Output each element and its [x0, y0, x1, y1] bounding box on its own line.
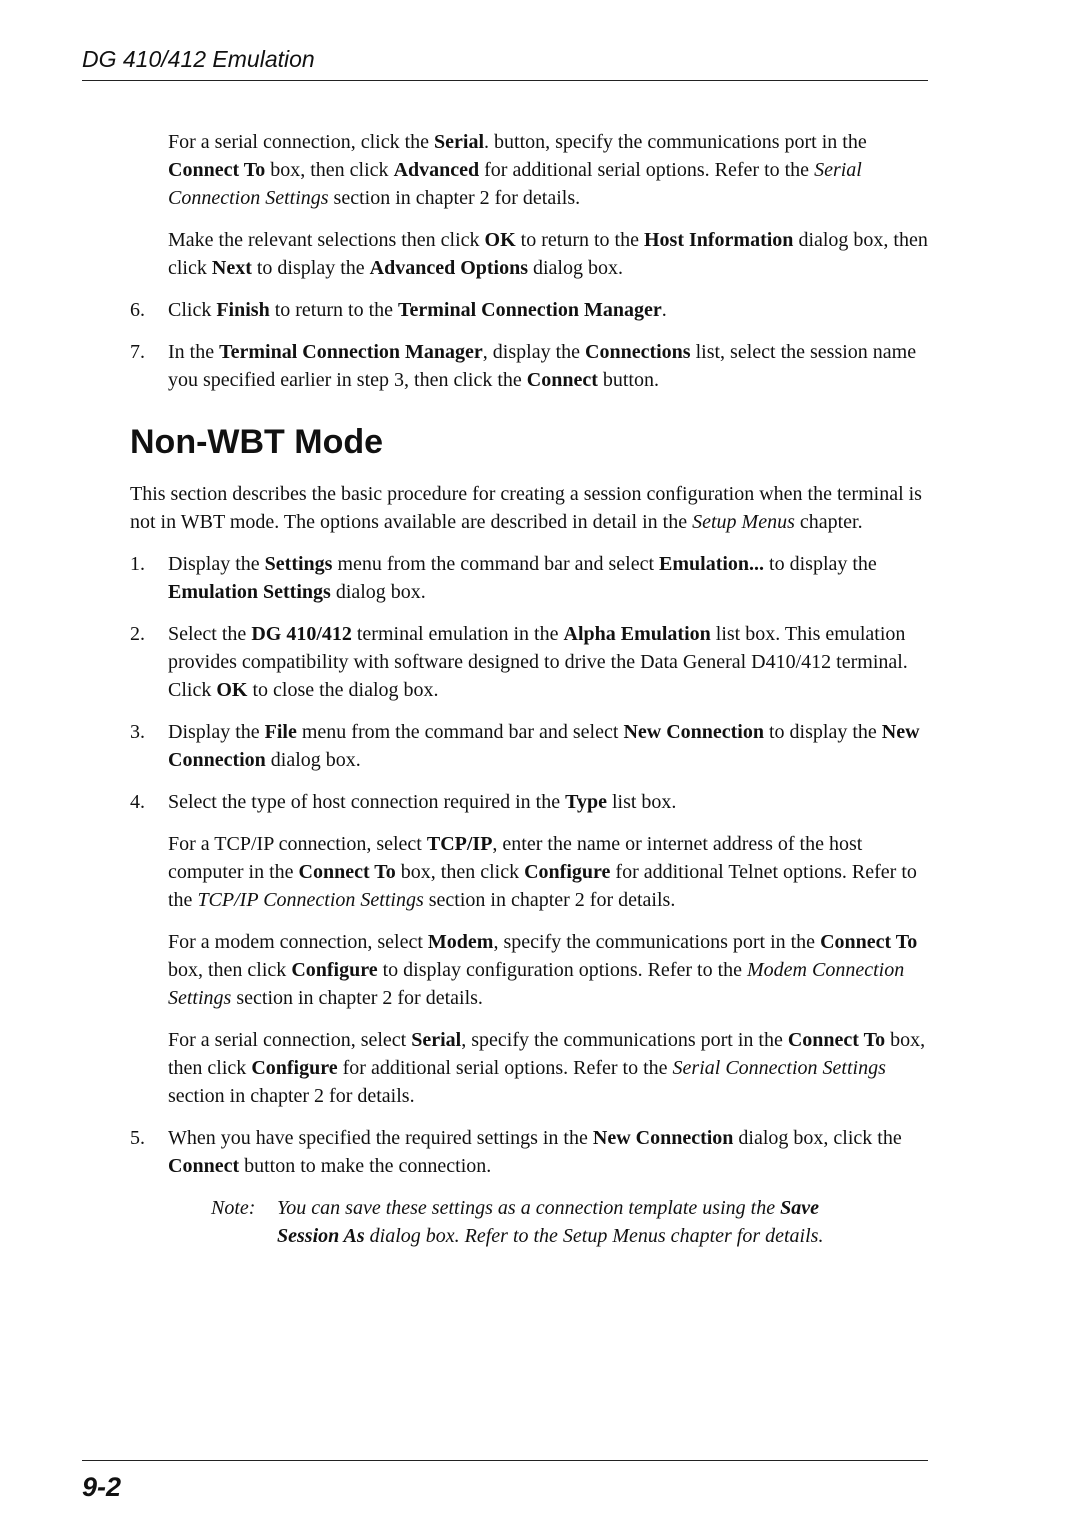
bold-text: OK — [484, 229, 516, 251]
text-run: for additional Telnet options. Refer to the — [168, 861, 917, 911]
text-run: dialog box. — [330, 581, 426, 603]
bold-text: Connect — [526, 369, 598, 391]
bold-text: Connect To — [168, 159, 266, 181]
bold-text: Serial — [434, 131, 485, 153]
text-run: section in chapter 2 for details. — [231, 987, 483, 1009]
bold-text: OK — [216, 679, 248, 701]
text-run: dialog box. Refer to the Setup Menus chapter for details. — [364, 1225, 824, 1247]
text-run: In the — [168, 341, 220, 363]
step-number: 6. — [130, 299, 145, 321]
numbered-step — [130, 788, 930, 816]
bold-text: Connect To — [298, 861, 396, 883]
bold-text: Configure — [251, 1057, 338, 1079]
text-run: for additional serial options. Refer to the — [479, 159, 815, 181]
text-run: box, then click — [265, 159, 394, 181]
bold-text: DG 410/412 — [251, 623, 352, 645]
step-number: 5. — [130, 1127, 145, 1149]
text-run: , display the — [482, 341, 586, 363]
document-body — [130, 128, 930, 1264]
bold-text: TCP/IP — [426, 833, 493, 855]
bold-text: Advanced — [393, 159, 480, 181]
bold-text: Connect To — [820, 931, 918, 953]
text-run: You can save these settings as a connection template using the — [277, 1197, 781, 1219]
step-number: 3. — [130, 721, 145, 743]
italic-text: Serial Connection Settings — [672, 1057, 886, 1079]
italic-text: Serial Connection Settings — [168, 159, 862, 209]
text-run: , specify the communications port in the — [461, 1029, 788, 1051]
text-run: Select the — [168, 623, 252, 645]
bold-text: Connections — [585, 341, 691, 363]
text-run: section in chapter 2 for details. — [328, 187, 581, 209]
text-run: . — [661, 299, 667, 321]
bold-text: Next — [211, 257, 252, 279]
bold-text: Terminal Connection Manager — [219, 341, 483, 363]
text-run: list box. This emulation provides compatibility with software designed to drive the Data General D410/412 terminal. Click — [168, 623, 908, 701]
footer-rule — [82, 1460, 928, 1461]
text-run: menu from the command bar and select — [332, 553, 660, 575]
bold-text: Serial — [411, 1029, 462, 1051]
text-run: For a TCP/IP connection, select — [168, 833, 427, 855]
numbered-step — [130, 620, 930, 704]
text-run: to return to the — [269, 299, 399, 321]
paragraph — [130, 226, 930, 282]
text-run: to display the — [763, 721, 882, 743]
text-run: section in chapter 2 for details. — [423, 889, 676, 911]
text-run: list, select the session name you specified earlier in step 3, then click the — [168, 341, 917, 391]
bold-text: Connect To — [787, 1029, 886, 1051]
text-run: dialog box. — [265, 749, 361, 771]
numbered-step — [130, 718, 930, 774]
paragraph — [130, 128, 930, 212]
italic-text: Setup Menus — [692, 511, 795, 533]
text-run: to display configuration options. Refer to the — [377, 959, 747, 981]
text-run: menu from the command bar and select — [296, 721, 624, 743]
text-run: Display the — [168, 553, 265, 575]
text-run: When you have specified the required settings in the — [168, 1127, 593, 1149]
note — [130, 1194, 837, 1250]
step-number: 1. — [130, 553, 145, 575]
bold-text: Alpha Emulation — [563, 623, 711, 645]
text-run: For a modem connection, select — [168, 931, 428, 953]
text-run: Click — [168, 299, 217, 321]
bold-text: Modem — [427, 931, 494, 953]
text-run: box, then click — [168, 1029, 926, 1079]
step-number: 4. — [130, 791, 145, 813]
text-run: to close the dialog box. — [247, 679, 439, 701]
text-run: box, then click — [168, 959, 292, 981]
bold-text: Finish — [216, 299, 270, 321]
paragraph — [130, 830, 930, 914]
text-run: terminal emulation in the — [351, 623, 564, 645]
text-run: for additional serial options. Refer to the — [337, 1057, 673, 1079]
bold-text: Terminal Connection Manager — [398, 299, 662, 321]
text-run: chapter. — [794, 511, 863, 533]
paragraph — [130, 928, 930, 1012]
bold-text: Host Information — [643, 229, 794, 251]
text-run: dialog box, then click — [168, 229, 928, 279]
bold-text: File — [264, 721, 297, 743]
text-run: Non-WBT Mode — [130, 423, 384, 461]
text-run: dialog box. — [528, 257, 623, 279]
text-run: box, then click — [395, 861, 525, 883]
bold-text: New Connection — [168, 721, 920, 771]
bold-text: Save Session As — [277, 1197, 819, 1247]
text-run: list box. — [606, 791, 677, 813]
italic-text: TCP/IP Connection Settings — [197, 889, 424, 911]
bold-text: Configure — [524, 861, 611, 883]
text-run: Select the type of host connection required in the — [168, 791, 566, 813]
italic-text: Modem Connection Settings — [168, 959, 905, 1009]
bold-text: New Connection — [623, 721, 764, 743]
section-heading — [130, 422, 930, 462]
text-run: , enter the name or internet address of the host computer in the — [168, 833, 863, 883]
step-number: 2. — [130, 623, 145, 645]
bold-text: New Connection — [592, 1127, 734, 1149]
text-run: Make the relevant selections then click — [168, 229, 485, 251]
text-run: button. — [597, 369, 659, 391]
numbered-step — [130, 550, 930, 606]
text-run: For a serial connection, click the — [168, 131, 435, 153]
text-run: dialog box, click the — [733, 1127, 902, 1149]
text-run: For a serial connection, select — [168, 1029, 412, 1051]
text-run: , specify the communications port in the — [493, 931, 821, 953]
paragraph — [130, 480, 930, 536]
bold-text: Settings — [264, 553, 333, 575]
step-number: Note: — [211, 1197, 256, 1219]
header-rule — [82, 80, 928, 81]
numbered-step — [130, 1124, 930, 1180]
step-number: 7. — [130, 341, 145, 363]
numbered-step — [130, 338, 930, 394]
numbered-step — [130, 296, 930, 324]
text-run: button to make the connection. — [239, 1155, 492, 1177]
bold-text: Emulation... — [659, 553, 765, 575]
text-run: to display the — [764, 553, 877, 575]
bold-text: Configure — [291, 959, 378, 981]
text-run: to return to the — [515, 229, 644, 251]
text-run: . button, specify the communications port in the — [484, 131, 867, 153]
bold-text: Type — [565, 791, 607, 813]
bold-text: Connect — [168, 1155, 240, 1177]
paragraph — [130, 1026, 930, 1110]
text-run: to display the — [251, 257, 370, 279]
running-header: DG 410/412 Emulation — [82, 46, 315, 72]
text-run: section in chapter 2 for details. — [168, 1085, 415, 1107]
text-run: Display the — [168, 721, 265, 743]
text-run: This section describes the basic procedure for creating a session configuration when the terminal is not in WBT mode. The options available are described in detail in the — [130, 483, 922, 533]
bold-text: Emulation Settings — [168, 581, 331, 603]
page-number: 9-2 — [82, 1472, 122, 1502]
bold-text: Advanced Options — [369, 257, 528, 279]
